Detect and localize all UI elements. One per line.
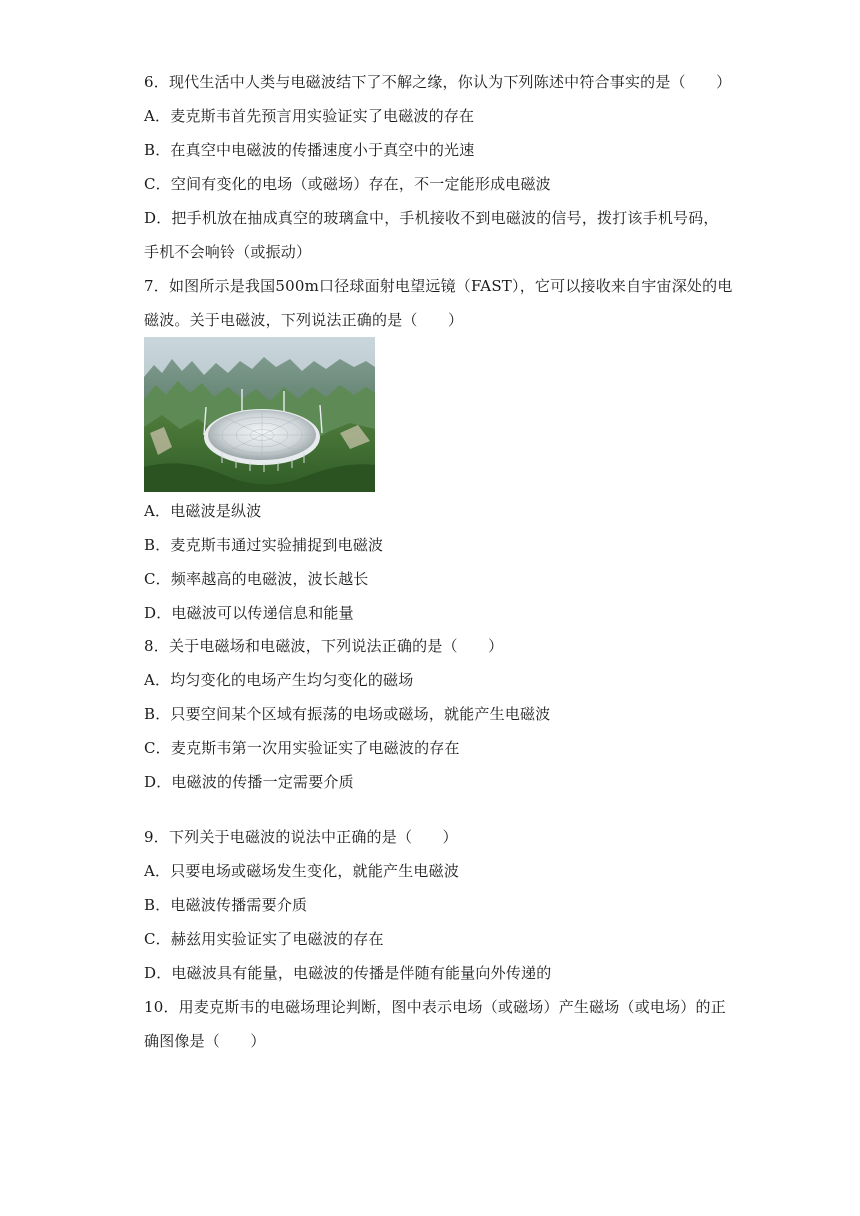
question-7-option-a: A．电磁波是纵波: [144, 502, 262, 520]
question-10-stem-continued: 确图像是（ ）: [144, 1032, 266, 1050]
question-8-option-b: B．只要空间某个区域有振荡的电场或磁场，就能产生电磁波: [144, 705, 551, 723]
question-8-option-a: A．均匀变化的电场产生均匀变化的磁场: [144, 671, 414, 689]
question-6-option-d: D．把手机放在抽成真空的玻璃盒中，手机接收不到电磁波的信号，拨打该手机号码，: [144, 209, 719, 227]
question-9-option-a: A．只要电场或磁场发生变化，就能产生电磁波: [144, 862, 460, 880]
question-6-option-d-continued: 手机不会响铃（或振动）: [144, 243, 312, 261]
question-9-option-c: C．赫兹用实验证实了电磁波的存在: [144, 930, 384, 948]
question-7-option-b: B．麦克斯韦通过实验捕捉到电磁波: [144, 536, 384, 554]
question-9-option-b: B．电磁波传播需要介质: [144, 896, 308, 914]
question-6-option-a: A．麦克斯韦首先预言用实验证实了电磁波的存在: [144, 107, 475, 125]
question-6-option-b: B．在真空中电磁波的传播速度小于真空中的光速: [144, 141, 475, 159]
question-6-option-c: C．空间有变化的电场（或磁场）存在，不一定能形成电磁波: [144, 175, 551, 193]
fast-telescope-photo: [144, 337, 375, 492]
question-8-option-c: C．麦克斯韦第一次用实验证实了电磁波的存在: [144, 739, 460, 757]
question-10-stem: 10．用麦克斯韦的电磁场理论判断，图中表示电场（或磁场）产生磁场（或电场）的正: [144, 998, 726, 1016]
question-9-stem: 9．下列关于电磁波的说法中正确的是（ ）: [144, 828, 458, 846]
question-8-stem: 8．关于电磁场和电磁波，下列说法正确的是（ ）: [144, 637, 504, 655]
question-7-option-c: C．频率越高的电磁波，波长越长: [144, 570, 369, 588]
question-7-stem-continued: 磁波。关于电磁波，下列说法正确的是（ ）: [144, 311, 464, 329]
question-7-option-d: D．电磁波可以传递信息和能量: [144, 604, 354, 622]
question-8-option-d: D．电磁波的传播一定需要介质: [144, 773, 354, 791]
question-6-stem: 6．现代生活中人类与电磁波结下了不解之缘，你认为下列陈述中符合事实的是（ ）: [144, 73, 732, 91]
question-7-stem: 7．如图所示是我国500m口径球面射电望远镜（FAST），它可以接收来自宇宙深处的电: [144, 277, 733, 295]
question-9-option-d: D．电磁波具有能量，电磁波的传播是伴随有能量向外传递的: [144, 964, 552, 982]
